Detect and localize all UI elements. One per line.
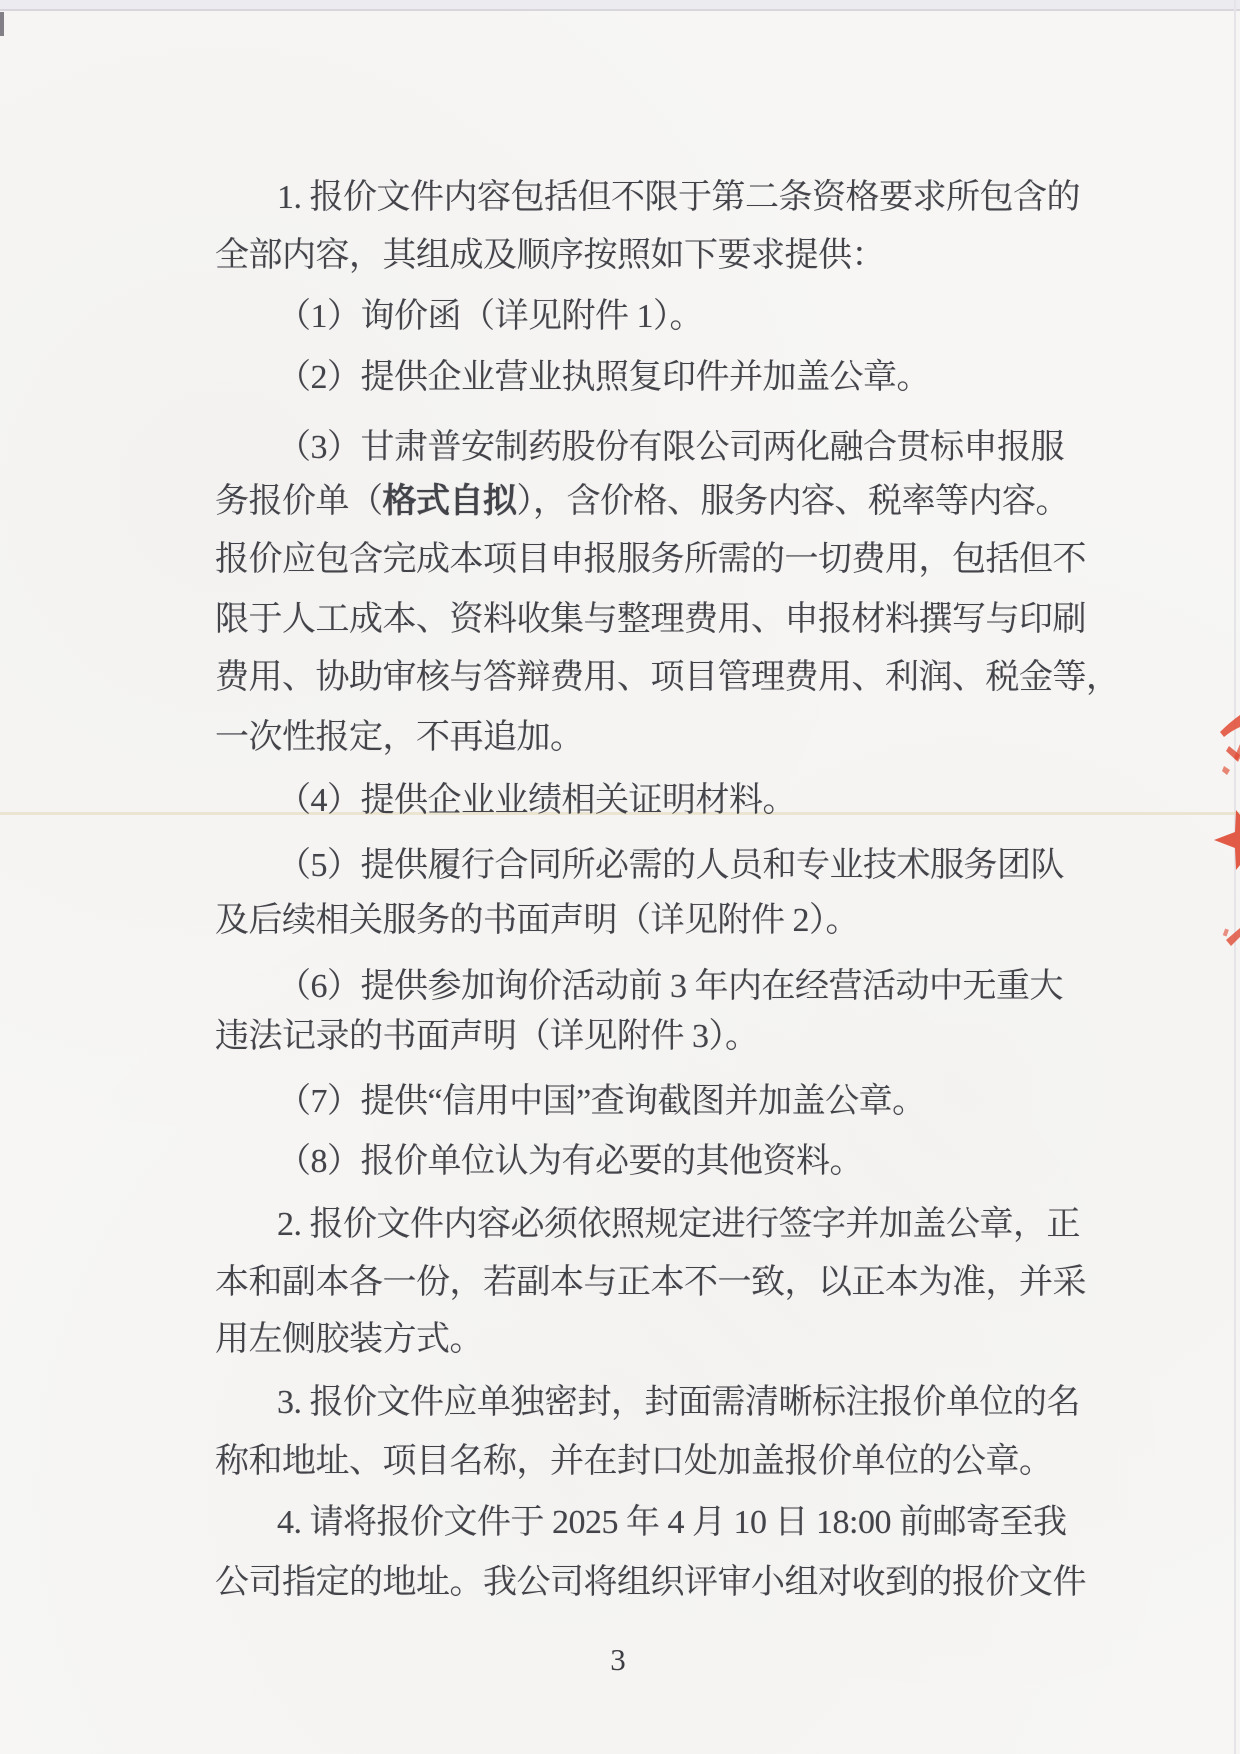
text-line: （8）报价单位认为有必要的其他资料。: [277, 1143, 863, 1180]
page-number: 3: [610, 1642, 626, 1677]
text-line: 1. 报价文件内容包括但不限于第二条资格要求所包含的: [277, 179, 1080, 216]
text-line: （7）提供“信用中国”查询截图并加盖公章。: [277, 1083, 926, 1120]
text-line: 违法记录的书面声明（详见附件 3）。: [215, 1018, 759, 1055]
scan-corner-artifact: [0, 12, 4, 36]
text-segment: 务报价单（: [215, 483, 383, 520]
text-line: （6）提供参加询价活动前 3 年内在经营活动中无重大: [277, 968, 1063, 1005]
text-line: 用左侧胶装方式。: [215, 1321, 483, 1358]
text-line: （5）提供履行合同所必需的人员和专业技术服务团队: [277, 847, 1064, 884]
scan-edge-strip: [0, 0, 1240, 11]
text-line: [215, 482, 1069, 522]
text-line: 2. 报价文件内容必须依照规定进行签字并加盖公章，正: [277, 1206, 1080, 1243]
text-line: 公司指定的地址。我公司将组织评审小组对收到的报价文件: [215, 1564, 1086, 1601]
text-line: 全部内容，其组成及顺序按照如下要求提供：: [215, 237, 885, 274]
text-line: （4）提供企业业绩相关证明材料。: [277, 782, 796, 819]
text-line: （3）甘肃普安制药股份有限公司两化融合贯标申报服: [277, 429, 1064, 466]
text-line: （1）询价函（详见附件 1）。: [277, 298, 703, 335]
text-line: 3. 报价文件应单独密封，封面需清晰标注报价单位的名: [277, 1384, 1080, 1421]
text-line: 称和地址、项目名称，并在封口处加盖报价单位的公章。: [215, 1443, 1053, 1480]
red-seal-fragment-icon: [1204, 700, 1240, 1000]
text-line: 及后续相关服务的书面声明（详见附件 2）。: [215, 902, 859, 939]
text-line: （2）提供企业营业执照复印件并加盖公章。: [277, 359, 930, 396]
text-line: 一次性报定，不再追加。: [215, 719, 584, 756]
text-line: 限于人工成本、资料收集与整理费用、申报材料撰写与印刷: [215, 601, 1086, 638]
text-line: 4. 请将报价文件于 2025 年 4 月 10 日 18:00 前邮寄至我: [277, 1504, 1067, 1541]
bold-text-segment: 格式自拟: [382, 483, 517, 520]
text-segment: ），含价格、服务内容、税率等内容。: [516, 483, 1069, 520]
text-line: 报价应包含完成本项目申报服务所需的一切费用，包括但不: [215, 541, 1086, 578]
text-line: 费用、协助审核与答辩费用、项目管理费用、利润、税金等，: [215, 659, 1120, 696]
text-line: 本和副本各一份，若副本与正本不一致，以正本为准，并采: [215, 1264, 1086, 1301]
